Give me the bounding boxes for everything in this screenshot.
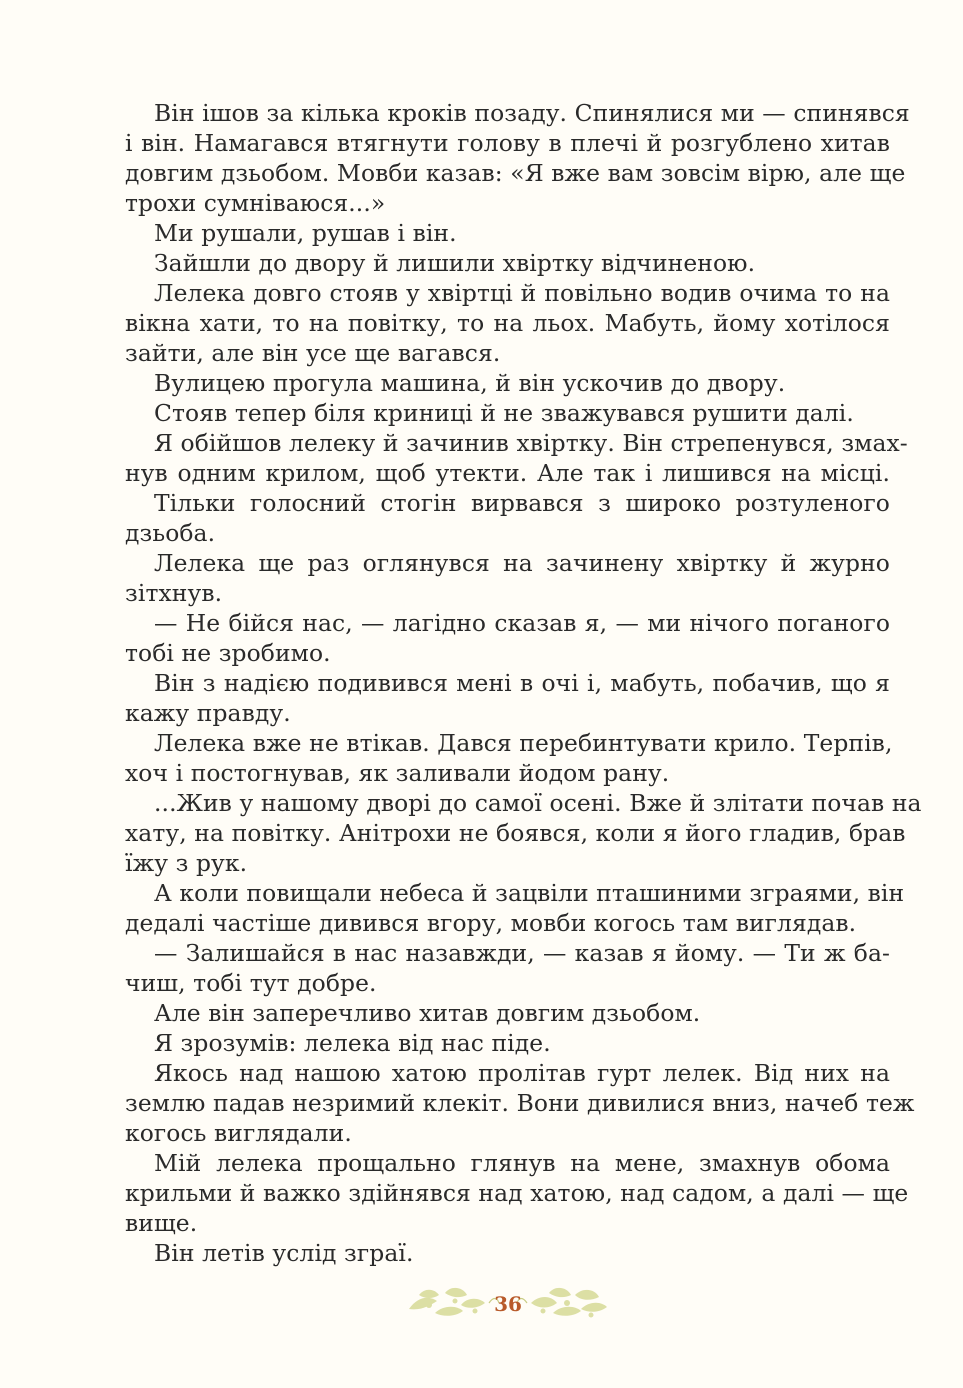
paragraph-first-line: Я зрозумів: лелека від нас піде.	[154, 1029, 551, 1057]
paragraph-first-line: Він ішов за кілька кроків позаду. Спинялися ми — спинявся	[154, 99, 910, 127]
paragraph-first-line: Лелека ще раз оглянувся на зачинену хвіртку й журно	[154, 549, 890, 577]
paragraph-line: трохи сумніваюся...»	[125, 189, 386, 217]
paragraph-first-line: — Не бійся нас, — лагідно сказав я, — ми нічого поганого	[154, 609, 890, 637]
paragraph-first-line: А коли повищали небеса й зацвіли пташиними зграями, він	[154, 879, 905, 907]
paragraph-first-line: Вулицею прогула машина, й він ускочив до двору.	[154, 369, 786, 397]
paragraph-line: вікна хати, то на повітку, то на льох. Мабуть, йому хотілося	[125, 309, 890, 337]
paragraph-first-line: ...Жив у нашому дворі до самої осені. Вже й злітати почав на	[154, 789, 922, 817]
paragraph-line: зайти, але він усе ще вагався.	[125, 339, 501, 367]
paragraph-line: землю падав незримий клекіт. Вони дивилися вниз, начеб теж	[125, 1089, 915, 1117]
paragraph-line: тобі не зробимо.	[125, 639, 331, 667]
paragraph-line: кажу правду.	[125, 699, 291, 727]
paragraph-line: хоч і постогнував, як заливали йодом рану.	[125, 759, 670, 787]
paragraph-line: нув одним крилом, щоб утекти. Але так і лишився на місці.	[125, 459, 890, 487]
paragraph-line: вище.	[125, 1209, 198, 1237]
paragraph-line: когось виглядали.	[125, 1119, 352, 1147]
paragraph-line: хату, на повітку. Анітрохи не боявся, коли я його гладив, брав	[125, 819, 906, 847]
paragraph-line: дедалі частіше дивився вгору, мовби когось там виглядав.	[125, 909, 857, 937]
paragraph-line: зітхнув.	[125, 579, 223, 607]
paragraph-line: дзьоба.	[125, 519, 216, 547]
paragraph-first-line: Але він заперечливо хитав довгим дзьобом.	[154, 999, 701, 1027]
page-number-ornament	[405, 1283, 611, 1323]
paragraph-first-line: Тільки голосний стогін вирвався з широко розтуленого	[154, 489, 890, 517]
paragraph-first-line: Зайшли до двору й лишили хвіртку відчиненою.	[154, 249, 756, 277]
page-number: 36	[494, 1292, 522, 1316]
paragraph-line: їжу з рук.	[125, 849, 248, 877]
paragraph-first-line: Я обійшов лелеку й зачинив хвіртку. Він стрепенувся, змах-	[154, 429, 908, 457]
paragraph-first-line: Лелека довго стояв у хвіртці й повільно водив очима то на	[154, 279, 890, 307]
paragraph-first-line: Він летів услід зграї.	[154, 1239, 414, 1267]
paragraph-line: чиш, тобі тут добре.	[125, 969, 377, 997]
paragraph-first-line: — Залишайся в нас назавжди, — казав я йому. — Ти ж ба-	[154, 939, 890, 967]
paragraph-first-line: Лелека вже не втікав. Дався перебинтувати крило. Терпів,	[154, 729, 893, 757]
paragraph-first-line: Якось над нашою хатою пролітав гурт лелек. Від них на	[154, 1059, 890, 1087]
paragraph-line: крильми й важко здійнявся над хатою, над садом, а далі — ще	[125, 1179, 909, 1207]
paragraph-first-line: Мій лелека прощально глянув на мене, змахнув обома	[154, 1149, 890, 1177]
paragraph-line: і він. Намагався втягнути голову в плечі й розгублено хитав	[125, 129, 890, 157]
paragraph-first-line: Ми рушали, рушав і він.	[154, 219, 457, 247]
paragraph-first-line: Стояв тепер біля криниці й не зважувався рушити далі.	[154, 399, 854, 427]
paragraph-first-line: Він з надією подивився мені в очі і, мабуть, побачив, що я	[154, 669, 890, 697]
paragraph-line: довгим дзьобом. Мовби казав: «Я вже вам зовсім вірю, але ще	[125, 159, 906, 187]
